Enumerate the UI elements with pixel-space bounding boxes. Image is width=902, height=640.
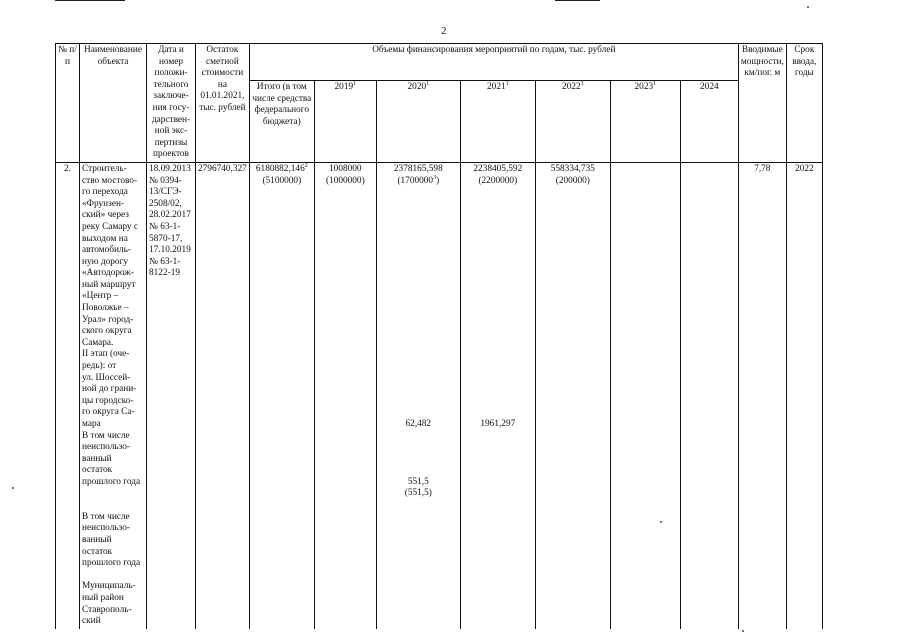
sub1-2020: 62,482 [405, 419, 432, 430]
header-name: Наименование объекта [80, 44, 147, 163]
scan-artifact [55, 0, 125, 1]
year-2022-value: 558334,735 (200000) [535, 162, 610, 628]
scan-artifact [555, 0, 600, 1]
header-year-2019: 2019$^1$ [314, 81, 376, 163]
sub2-label: В том числе [82, 511, 130, 522]
page-number: 2 [441, 25, 447, 37]
scan-dot [12, 487, 14, 489]
balance-value: 2796740,327 [196, 162, 250, 628]
header-year-2021: 2021$^1$ [460, 81, 535, 163]
sub1-label: В том числе [82, 430, 130, 441]
financing-table [55, 43, 823, 629]
term-value: 2022 [786, 162, 822, 628]
header-year-2023: 2023$^1$ [610, 81, 680, 163]
year-2023-value [610, 162, 680, 628]
capacity-value: 7,78 [738, 162, 786, 628]
year-2021-value: 2238405,592 (2200000) 1961,297 [460, 162, 535, 628]
year-2019-value: 1008000 (1000000) [314, 162, 376, 628]
header-year-2024: 2024 [680, 81, 738, 163]
header-funding-group: Объемы финансирования мероприятий по годам, тыс. рублей [249, 44, 738, 81]
object-name: Строитель- ство мостово- го перехода «Фрунзен- ский» через реку Самару с выходом на автомобиль- ную дорогу «Автодорож- ный маршрут «Центр – Поволжье – Урал» город- ского округа Самара. II этап (оче- редь): от ул. Шоссей- ной до грани- цы городско- го округа Са- мара В том числе неиспользо- ванный остаток прошлого года В том числе неиспользо- ванный остаток прошлого года Муниципаль- ный район Ставрополь- ский [80, 162, 147, 628]
sub1-2021: 1961,297 [480, 419, 516, 430]
header-year-2020: 2020$^1$ [376, 81, 460, 163]
scan-dot [742, 630, 744, 632]
year-2024-value [680, 162, 738, 628]
header-total: Итого (в том числе средства федерального бюджета) [249, 81, 314, 163]
header-year-2022: 2022$^1$ [535, 81, 610, 163]
year-2020-value: 2378165,598 (1700000$^3$) 62,482 551,5 (551,5) [376, 162, 460, 628]
total-value: 6180882,146$^2$ (5100000) [249, 162, 314, 628]
header-balance: Остаток сметной стоимости на 01.01.2021, тыс. рублей [196, 44, 250, 163]
sub2-2020: 551,5 [407, 476, 429, 487]
table-row [56, 162, 823, 628]
expertise-date: 18.09.2013 № 0394- 13/СГЭ- 2508/02, 28.02.2017 № 63-1- 5870-17, 17.10.2019 № 63-1- 8122-19 [147, 162, 196, 628]
header-num: № п/п [56, 44, 80, 163]
scan-dot [807, 6, 809, 8]
sub2-2020-fed: (551,5) [404, 488, 432, 499]
sub3-label: Муниципаль- [82, 581, 136, 592]
header-date: Дата и номер положи-тельного заключе-ния госу-дарствен-ной экс-пертизы проектов [147, 44, 196, 163]
row-num: 2. [56, 162, 80, 628]
header-term: Срок ввода, годы [786, 44, 822, 163]
header-capacity: Вводимые мощности, км/пог. м [738, 44, 786, 163]
